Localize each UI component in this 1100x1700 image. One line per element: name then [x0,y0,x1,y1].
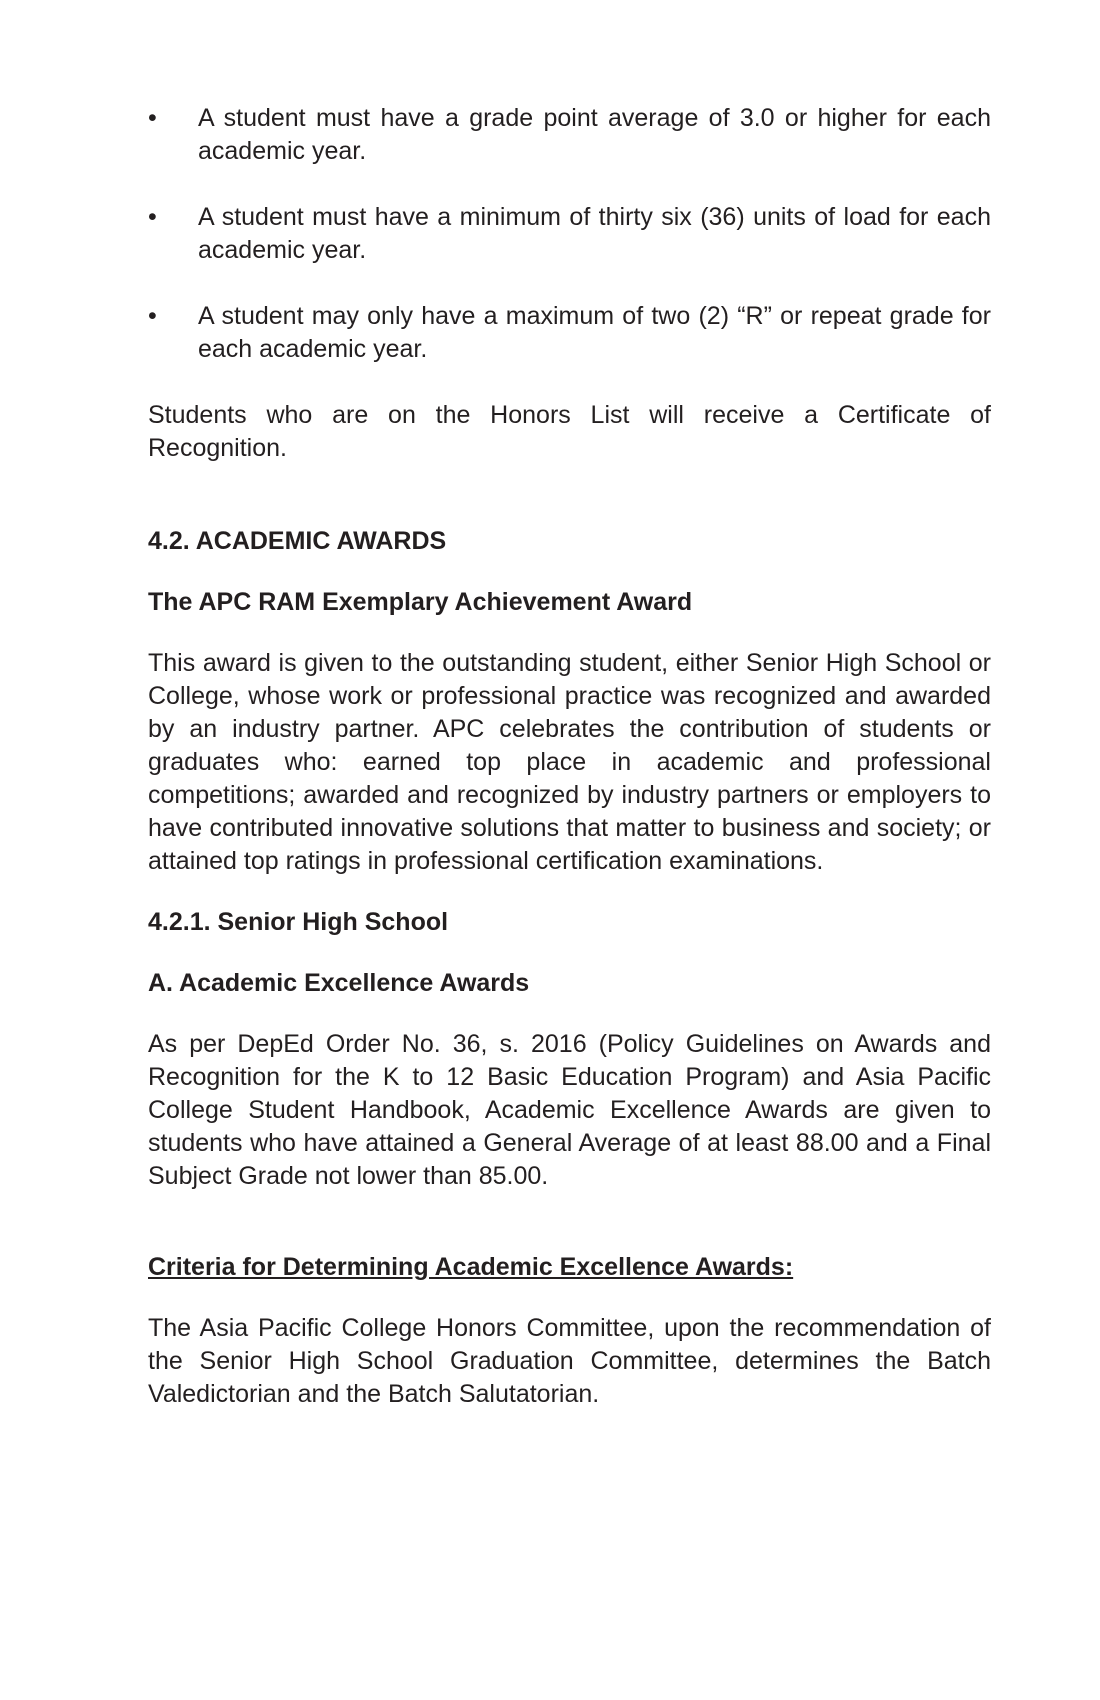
bullet-icon: • [148,104,157,132]
bullet-icon: • [148,302,157,330]
bullet-icon: • [148,203,157,231]
subsection-heading: 4.2.1. Senior High School [148,908,449,936]
list-item [148,102,991,168]
subsubsection-heading: A. Academic Excellence Awards [148,969,530,997]
list-item-text: A student may only have a maximum of two (2) “R” or repeat grade for each academic year. [198,302,991,363]
list-item-text: A student must have a minimum of thirty six (36) units of load for each academic year. [198,203,991,264]
list-item [148,201,991,267]
list-item-text: A student must have a grade point average of 3.0 or higher for each academic year. [198,104,991,165]
section-heading: 4.2. ACADEMIC AWARDS [148,527,447,555]
deped-paragraph: As per DepEd Order No. 36, s. 2016 (Policy Guidelines on Awards and Recognition for the K to 12 Basic Education Program) and Asia Pacific College Student Handbook, Academic Excellence Awards are given to students who have attained a General Average of at least 88.00 and a Final Subject Grade not lower than 85.00. [148,1030,991,1190]
requirements-list [148,102,991,366]
document-page [148,102,991,1411]
honors-note: Students who are on the Honors List will receive a Certificate of Recognition. [148,401,991,462]
award-description: This award is given to the outstanding student, either Senior High School or College, whose work or professional practice was recognized and awarded by an industry partner. APC celebrates the contribution of students or graduates who: earned top place in academic and professional competitions; awarded and recognized by industry partners or employers to have contributed innovative solutions that matter to business and society; or attained top ratings in professional certification examinations. [148,649,991,875]
list-item [148,300,991,366]
committee-paragraph: The Asia Pacific College Honors Committee, upon the recommendation of the Senior High School Graduation Committee, determines the Batch Valedictorian and the Batch Salutatorian. [148,1314,991,1408]
award-title: The APC RAM Exemplary Achievement Award [148,588,693,616]
criteria-heading: Criteria for Determining Academic Excellence Awards: [148,1253,794,1281]
